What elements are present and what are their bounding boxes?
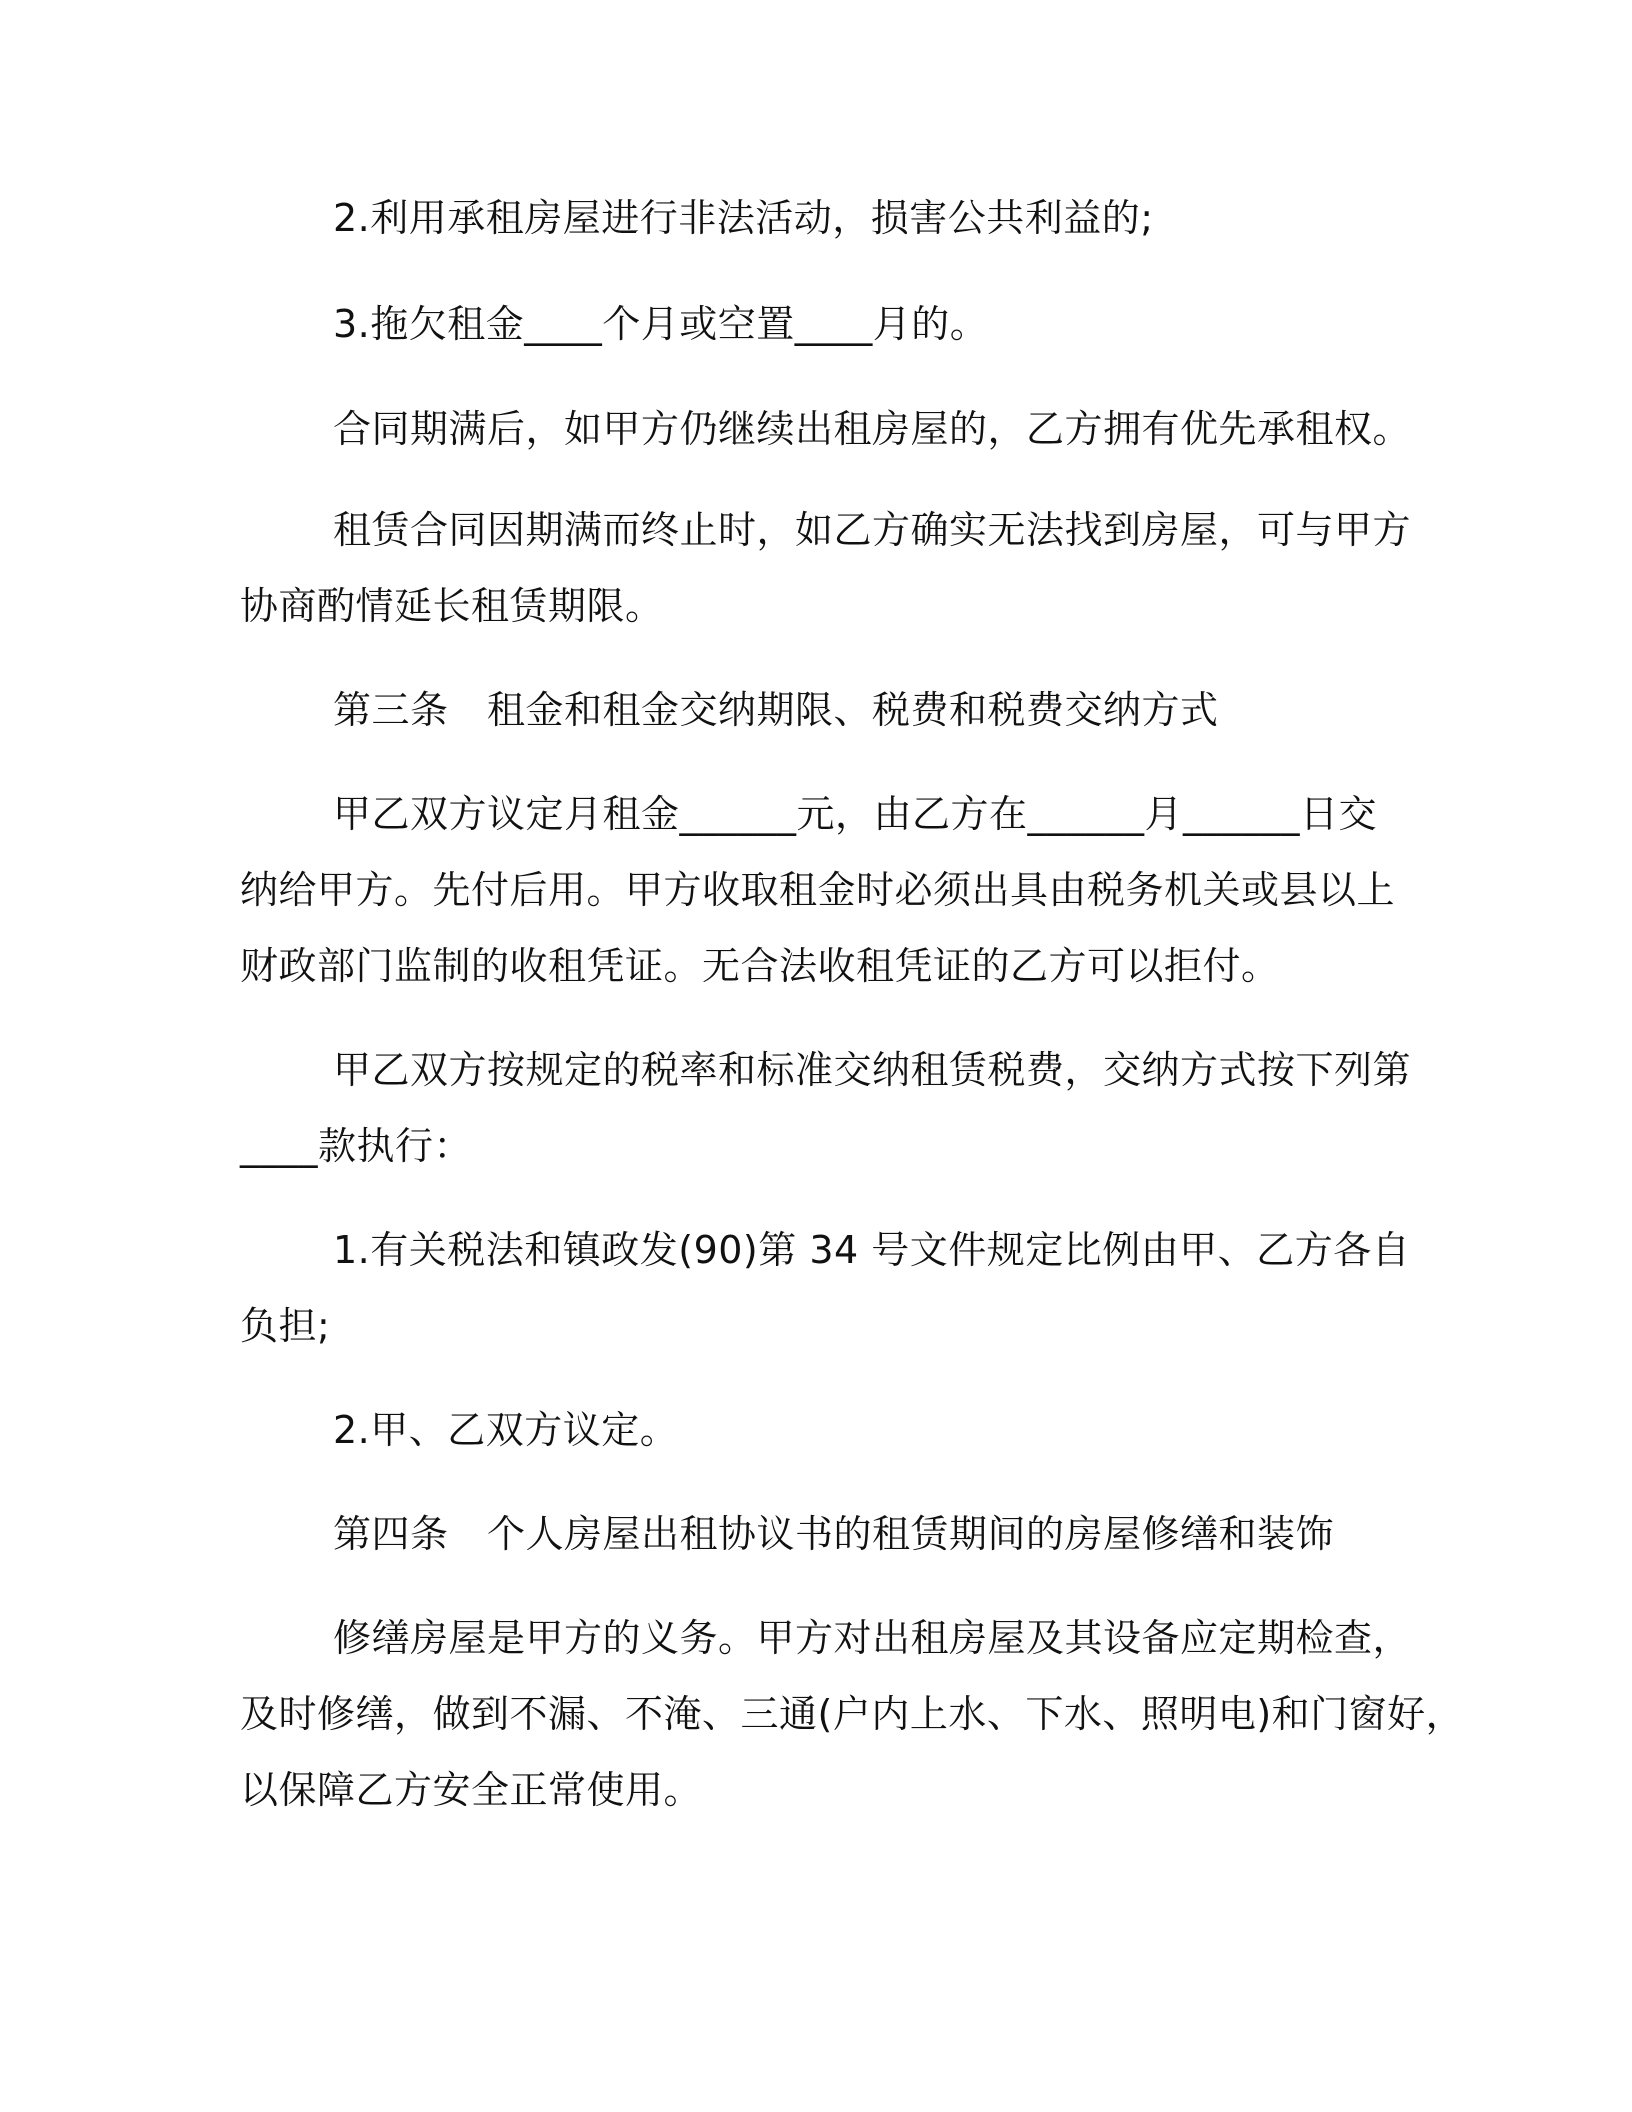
paragraph-tax-line-1: 甲乙双方按规定的税率和标准交纳租赁税费，交纳方式按下列第 bbox=[333, 1048, 1412, 1092]
paragraph-repair-line-2: 及时修缮，做到不漏、不淹、三通(户内上水、下水、照明电)和门窗好， bbox=[240, 1692, 1465, 1736]
paragraph-rent-line-1: 甲乙双方议定月租金______元，由乙方在______月______日交 bbox=[333, 792, 1378, 836]
paragraph-extension-line-1: 租赁合同因期满而终止时，如乙方确实无法找到房屋，可与甲方 bbox=[333, 508, 1412, 552]
paragraph-extension-line-2: 协商酌情延长租赁期限。 bbox=[240, 584, 664, 628]
paragraph-rent-line-3: 财政部门监制的收租凭证。无合法收租凭证的乙方可以拒付。 bbox=[240, 944, 1280, 988]
tax-option-1-line-1: 1.有关税法和镇政发(90)第 34 号文件规定比例由甲、乙方各自 bbox=[333, 1228, 1411, 1272]
clause-item-3: 3.拖欠租金____个月或空置____月的。 bbox=[333, 302, 989, 346]
paragraph-rent-line-2: 纳给甲方。先付后用。甲方收取租金时必须出具由税务机关或县以上 bbox=[240, 868, 1396, 912]
paragraph-repair-line-3: 以保障乙方安全正常使用。 bbox=[240, 1768, 703, 1812]
tax-option-2: 2.甲、乙双方议定。 bbox=[333, 1408, 679, 1452]
clause-item-2: 2.利用承租房屋进行非法活动，损害公共利益的; bbox=[333, 196, 1154, 240]
paragraph-priority-right: 合同期满后，如甲方仍继续出租房屋的，乙方拥有优先承租权。 bbox=[333, 407, 1412, 451]
paragraph-repair-line-1: 修缮房屋是甲方的义务。甲方对出租房屋及其设备应定期检查， bbox=[333, 1616, 1412, 1660]
article-three-heading: 第三条 租金和租金交纳期限、税费和税费交纳方式 bbox=[333, 688, 1219, 732]
article-four-heading: 第四条 个人房屋出租协议书的租赁期间的房屋修缮和装饰 bbox=[333, 1512, 1335, 1556]
tax-option-1-line-2: 负担; bbox=[240, 1304, 331, 1348]
paragraph-tax-line-2: ____款执行： bbox=[240, 1124, 473, 1168]
